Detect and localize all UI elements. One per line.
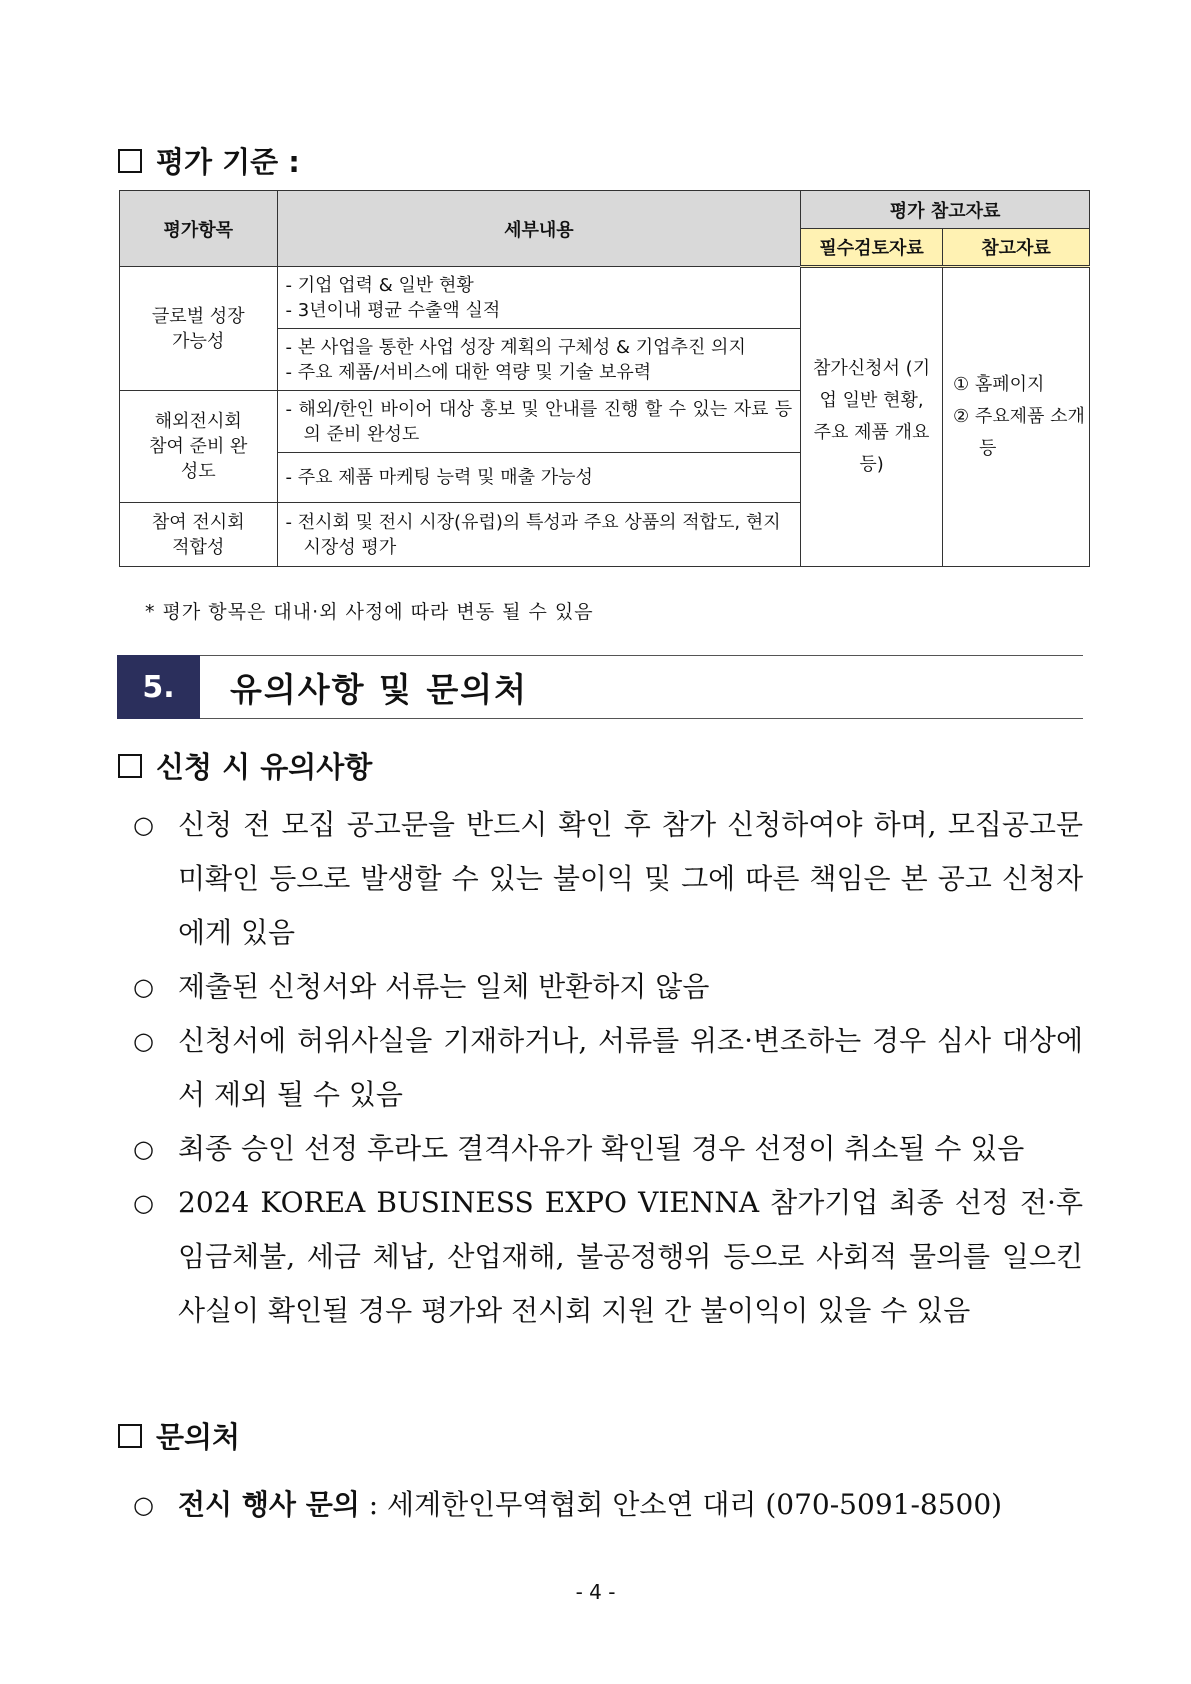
caution-text: 신청 전 모집 공고문을 반드시 확인 후 참가 신청하여야 하며, 모집공고문 미확인 등으로 발생할 수 있는 불이익 및 그에 따른 책임은 본 공고 신청자에게 있음 (178, 808, 1083, 949)
detail-line: - 주요 제품 마케팅 능력 및 매출 가능성 (285, 467, 593, 488)
col-header-ref: 평가 참고자료 (801, 191, 1090, 229)
detail-line: - 전시회 및 전시 시장(유럽)의 특성과 주요 상품의 적합도, 현지 시장성 평가 (285, 511, 781, 558)
item-label: 해외전시회 참여 준비 완성도 (149, 411, 248, 482)
required-docs: 참가신청서 (기업 일반 현황, 주요 제품 개요 등) (813, 358, 931, 475)
checkbox-icon (118, 1424, 142, 1448)
caution-list (133, 798, 1083, 1338)
bullet-icon: ○ (133, 1491, 154, 1519)
caution-text: 신청서에 허위사실을 기재하거나, 서류를 위조·변조하는 경우 심사 대상에서 제외 될 수 있음 (178, 1024, 1083, 1111)
contact-value: 세계한인무역협회 안소연 대리 (070-5091-8500) (387, 1488, 1003, 1521)
caution-text: 2024 KOREA BUSINESS EXPO VIENNA 참가기업 최종 선정 전·후 임금체불, 세금 체납, 산업재해, 불공정행위 등으로 사회적 물의를 일으킨 사실이 확인될 경우 평가와 전시회 지원 간 불이익이 있을 수 있음 (178, 1186, 1083, 1327)
item-cell (120, 391, 278, 503)
detail-line: - 기업 업력 & 일반 현황 (285, 274, 474, 296)
evaluation-table (119, 190, 1090, 567)
list-item (133, 960, 1083, 1014)
item-label: 참여 전시회 적합성 (151, 511, 245, 558)
reference-docs-cell (942, 267, 1089, 567)
bullet-icon: ○ (133, 1135, 154, 1163)
item-cell (120, 503, 278, 567)
item-label: 글로벌 성장 가능성 (151, 305, 245, 352)
contact-list (133, 1478, 1083, 1532)
col-header-reference: 참고자료 (942, 229, 1089, 267)
detail-line: - 3년이내 평균 수출액 실적 (285, 299, 501, 321)
contact-separator: : (359, 1488, 388, 1521)
reference-doc-line: ② 주요제품 소개 등 (952, 406, 1085, 459)
detail-line: - 본 사업을 통한 사업 성장 계획의 구체성 & 기업추진 의지 (285, 336, 746, 358)
page-number: - 4 - (575, 1580, 616, 1604)
checkbox-icon (118, 149, 142, 173)
contact-title: 문의처 (156, 1420, 241, 1454)
bullet-icon: ○ (133, 1027, 154, 1055)
contact-label: 전시 행사 문의 (178, 1488, 360, 1521)
list-item (133, 1122, 1083, 1176)
detail-cell (277, 391, 801, 453)
list-item (133, 1014, 1083, 1122)
caution-heading (118, 745, 372, 786)
list-item (133, 798, 1083, 960)
caution-title: 신청 시 유의사항 (156, 750, 373, 784)
bullet-icon: ○ (133, 973, 154, 1001)
bullet-icon: ○ (133, 811, 154, 839)
bullet-icon: ○ (133, 1189, 154, 1217)
detail-cell (277, 503, 801, 567)
required-docs-cell (801, 267, 943, 567)
section-number: 5. (117, 655, 200, 719)
eval-criteria-title: 평가 기준 : (156, 145, 300, 179)
contact-heading (118, 1415, 240, 1456)
detail-cell (277, 329, 801, 391)
list-item (133, 1478, 1083, 1532)
section-title: 유의사항 및 문의처 (230, 669, 529, 709)
checkbox-icon (118, 754, 142, 778)
caution-text: 최종 승인 선정 후라도 결격사유가 확인될 경우 선정이 취소될 수 있음 (178, 1132, 1025, 1165)
col-header-detail: 세부내용 (277, 191, 801, 267)
eval-criteria-heading (118, 140, 300, 181)
caution-text: 제출된 신청서와 서류는 일체 반환하지 않음 (178, 970, 710, 1003)
table-note: * 평가 항목은 대내·외 사정에 따라 변동 될 수 있음 (145, 601, 594, 623)
list-item (133, 1176, 1083, 1338)
detail-cell (277, 267, 801, 329)
reference-doc-line: ① 홈페이지 (952, 374, 1045, 395)
section-banner (117, 655, 1083, 719)
detail-line: - 주요 제품/서비스에 대한 역량 및 기술 보유력 (285, 361, 652, 383)
detail-cell (277, 453, 801, 503)
detail-line: - 해외/한인 바이어 대상 홍보 및 안내를 진행 할 수 있는 자료 등의 준비 완성도 (285, 398, 793, 445)
item-cell (120, 267, 278, 391)
col-header-required: 필수검토자료 (801, 229, 943, 267)
col-header-item: 평가항목 (120, 191, 278, 267)
